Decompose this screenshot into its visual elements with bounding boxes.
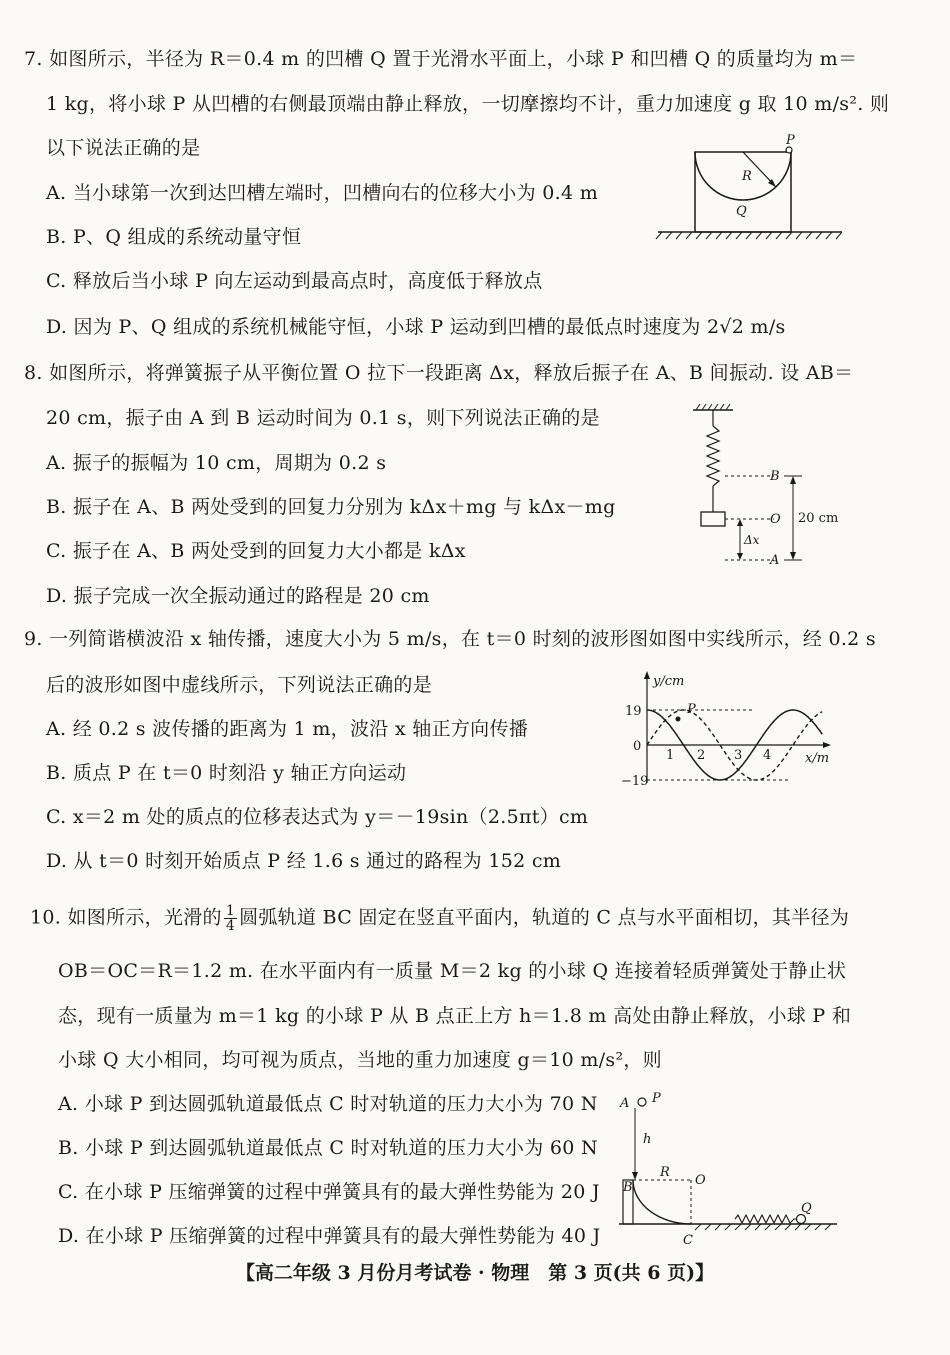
q7-option-d: D. 因为 P、Q 组成的系统机械能守恒，小球 P 运动到凹槽的最低点时速度为 2√2 m/s (46, 316, 786, 338)
q10-stem-line3: 态，现有一质量为 m＝1 kg 的小球 P 从 B 点正上方 h＝1.8 m 高处由静止释放，小球 P 和 (58, 1005, 852, 1027)
fraction-denominator: 4 (225, 918, 236, 934)
q8-option-c: C. 振子在 A、B 两处受到的回复力大小都是 kΔx (46, 540, 466, 562)
q10-fig-label-o: O (695, 1173, 706, 1188)
q9-option-d: D. 从 t＝0 时刻开始质点 P 经 1.6 s 通过的路程为 152 cm (46, 850, 562, 872)
q10-stem-line1-start: 10. 如图所示，光滑的 (30, 906, 222, 929)
q10-stem-line4: 小球 Q 大小相同，均可视为质点，当地的重力加速度 g＝10 m/s²，则 (58, 1049, 662, 1071)
q8-stem-line1: 8. 如图所示，将弹簧振子从平衡位置 O 拉下一段距离 Δx，释放后振子在 A、B 间振动. 设 AB＝ (24, 362, 854, 384)
q7-stem-line2: 1 kg，将小球 P 从凹槽的右侧最顶端由静止释放，一切摩擦均不计，重力加速度 g 取 10 m/s². 则 (46, 93, 890, 115)
q8-option-a: A. 振子的振幅为 10 cm，周期为 0.2 s (46, 452, 387, 474)
q7-fig-label-r: R (742, 169, 752, 184)
q9-axis-xlabel: x/m (805, 751, 830, 766)
q7-fig-label-q: Q (736, 204, 747, 219)
q10-option-b: B. 小球 P 到达圆弧轨道最低点 C 时对轨道的压力大小为 60 N (58, 1137, 598, 1159)
q9-point-p: P (687, 702, 696, 717)
q7-option-c: C. 释放后当小球 P 向左运动到最高点时，高度低于释放点 (46, 270, 543, 292)
q7-fig-label-p: P (786, 133, 795, 148)
q10-fig-label-a: A (620, 1096, 630, 1111)
q8-fig-distance: 20 cm (798, 511, 839, 526)
q10-stem-line1 (30, 904, 849, 933)
q9-tick-ybot: −19 (621, 774, 649, 789)
q9-wave-graph (615, 665, 845, 795)
q7-stem-line1: 7. 如图所示，半径为 R＝0.4 m 的凹槽 Q 置于光滑水平面上，小球 P 和凹槽 Q 的质量均为 m＝ (24, 48, 858, 70)
q7-stem-line3: 以下说法正确的是 (46, 137, 201, 159)
q8-option-b: B. 振子在 A、B 两处受到的回复力分别为 kΔx＋mg 与 kΔx－mg (46, 496, 616, 518)
q8-stem-line2: 20 cm，振子由 A 到 B 运动时间为 0.1 s，则下列说法正确的是 (46, 407, 600, 429)
q9-tick-x2: 2 (697, 748, 706, 763)
q9-stem-line1: 9. 一列简谐横波沿 x 轴传播，速度大小为 5 m/s，在 t＝0 时刻的波形图如图中实线所示，经 0.2 s (24, 628, 876, 650)
q9-tick-ytop: 19 (625, 704, 642, 719)
q10-fig-label-r: R (660, 1165, 670, 1180)
q9-tick-x4: 4 (763, 748, 772, 763)
q7-groove-diagram (650, 132, 850, 242)
q8-fig-label-a: A (770, 553, 780, 568)
q10-option-c: C. 在小球 P 压缩弹簧的过程中弹簧具有的最大弹性势能为 20 J (58, 1181, 600, 1203)
q8-spring-diagram (688, 400, 848, 575)
q8-fig-label-o: O (770, 512, 781, 527)
q9-option-c: C. x＝2 m 处的质点的位移表达式为 y＝－19sin（2.5πt）cm (46, 806, 589, 828)
q10-fig-label-c: C (683, 1233, 693, 1248)
q8-option-d: D. 振子完成一次全振动通过的路程是 20 cm (46, 585, 430, 607)
q7-option-b: B. P、Q 组成的系统动量守恒 (46, 226, 302, 248)
q10-fig-label-b: B (623, 1180, 633, 1195)
q9-option-b: B. 质点 P 在 t＝0 时刻沿 y 轴正方向运动 (46, 762, 407, 784)
q9-option-a: A. 经 0.2 s 波传播的距离为 1 m，波沿 x 轴正方向传播 (46, 718, 529, 740)
q9-tick-x3: 3 (734, 748, 743, 763)
q10-stem-line1-end: 圆弧轨道 BC 固定在竖直平面内，轨道的 C 点与水平面相切，其半径为 (239, 906, 850, 929)
q8-fig-label-b: B (770, 469, 780, 484)
q10-fig-label-q: Q (801, 1201, 812, 1216)
q9-tick-yzero: 0 (633, 739, 642, 754)
q10-stem-line2: OB＝OC＝R＝1.2 m. 在水平面内有一质量 M＝2 kg 的小球 Q 连接着轻质弹簧处于静止状 (58, 960, 847, 982)
q10-fig-label-h: h (643, 1132, 652, 1147)
q9-axis-ylabel: y/cm (653, 674, 685, 689)
fraction-numerator: 1 (225, 903, 236, 919)
q10-option-d: D. 在小球 P 压缩弹簧的过程中弹簧具有的最大弹性势能为 40 J (58, 1225, 601, 1247)
quarter-fraction (224, 904, 237, 933)
page-footer: 【高二年级 3 月份月考试卷 · 物理 第 3 页(共 6 页)】 (235, 1262, 715, 1284)
q9-stem-line2: 后的波形如图中虚线所示，下列说法正确的是 (46, 674, 433, 696)
q9-tick-x1: 1 (666, 748, 675, 763)
q8-fig-label-dx: Δx (744, 533, 760, 547)
q7-option-a: A. 当小球第一次到达凹槽左端时，凹槽向右的位移大小为 0.4 m (46, 182, 599, 204)
q10-fig-label-p: P (652, 1091, 661, 1106)
q10-track-diagram (615, 1088, 840, 1250)
q10-option-a: A. 小球 P 到达圆弧轨道最低点 C 时对轨道的压力大小为 70 N (58, 1093, 598, 1115)
